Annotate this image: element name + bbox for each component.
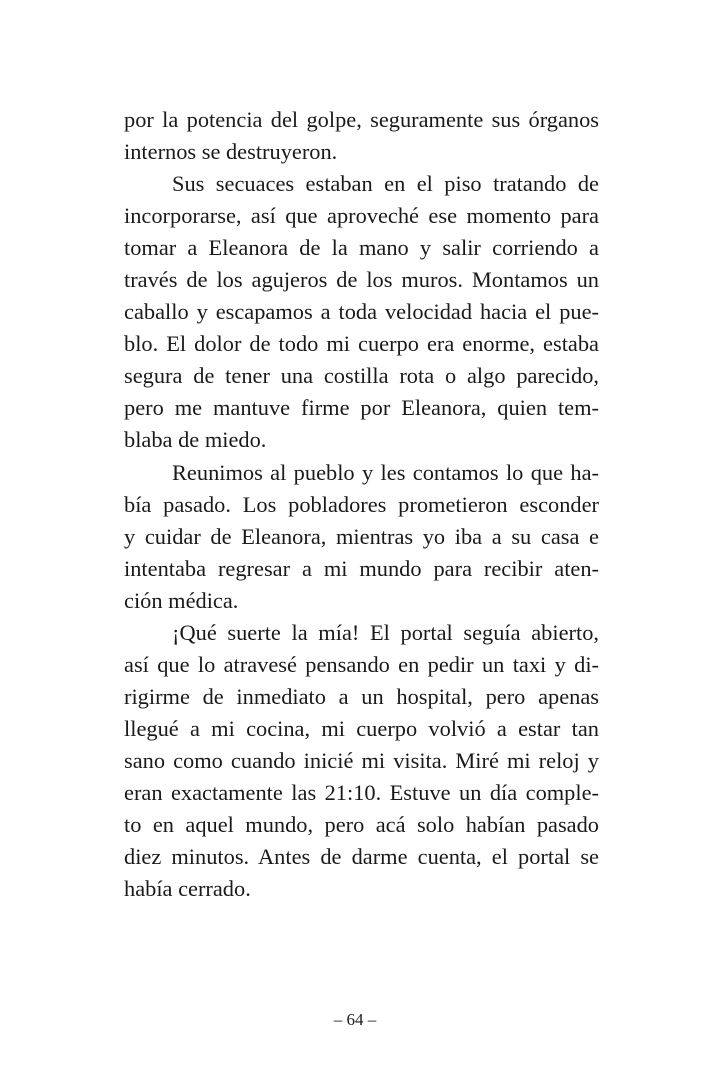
text-line: sano como cuando inicié mi visita. Miré mi reloj y — [124, 747, 599, 773]
body-text — [124, 104, 599, 905]
text-line: por la potencia del golpe, seguramente sus órganos — [124, 107, 599, 132]
paragraph — [124, 168, 599, 456]
text-line: internos se destruyeron. — [124, 139, 338, 165]
text-line: to en aquel mundo, pero acá solo habían pasado — [124, 812, 599, 838]
text-line: segura de tener una costilla rota o algo parecido, — [124, 363, 599, 389]
text-line: pero me mantuve firme por Eleanora, quien tem- — [124, 395, 599, 421]
paragraph — [124, 104, 599, 168]
text-line: y cuidar de Eleanora, mientras yo iba a su casa e — [124, 523, 599, 549]
text-line: rigirme de inmediato a un hospital, pero apenas — [124, 683, 599, 709]
text-line: diez minutos. Antes de darme cuenta, el portal se — [124, 844, 599, 870]
text-line: través de los agujeros de los muros. Montamos un — [124, 267, 599, 293]
text-line: había cerrado. — [124, 876, 251, 902]
text-line: bía pasado. Los pobladores prometieron esconder — [124, 491, 599, 517]
text-line: tomar a Eleanora de la mano y salir corriendo a — [124, 235, 599, 261]
text-line: Reunimos al pueblo y les contamos lo que ha- — [172, 459, 599, 485]
text-line: eran exactamente las 21:10. Estuve un día comple- — [124, 779, 599, 805]
text-line: así que lo atravesé pensando en pedir un taxi y di- — [124, 651, 599, 677]
text-line: caballo y escapamos a toda velocidad hacia el pue- — [124, 299, 599, 325]
paragraph — [124, 457, 599, 617]
text-line: blo. El dolor de todo mi cuerpo era enorme, estaba — [124, 331, 599, 357]
text-line: ción médica. — [124, 587, 239, 613]
text-line: Sus secuaces estaban en el piso tratando de — [172, 171, 599, 197]
text-line: blaba de miedo. — [124, 427, 267, 453]
text-line: ¡Qué suerte la mía! El portal seguía abierto, — [172, 619, 599, 645]
text-line: intentaba regresar a mi mundo para recibir aten- — [124, 555, 599, 581]
text-line: llegué a mi cocina, mi cuerpo volvió a estar tan — [124, 715, 599, 741]
paragraph — [124, 617, 599, 905]
page-number: – 64 – — [333, 1010, 377, 1029]
text-line: incorporarse, así que aproveché ese momento para — [124, 203, 599, 229]
